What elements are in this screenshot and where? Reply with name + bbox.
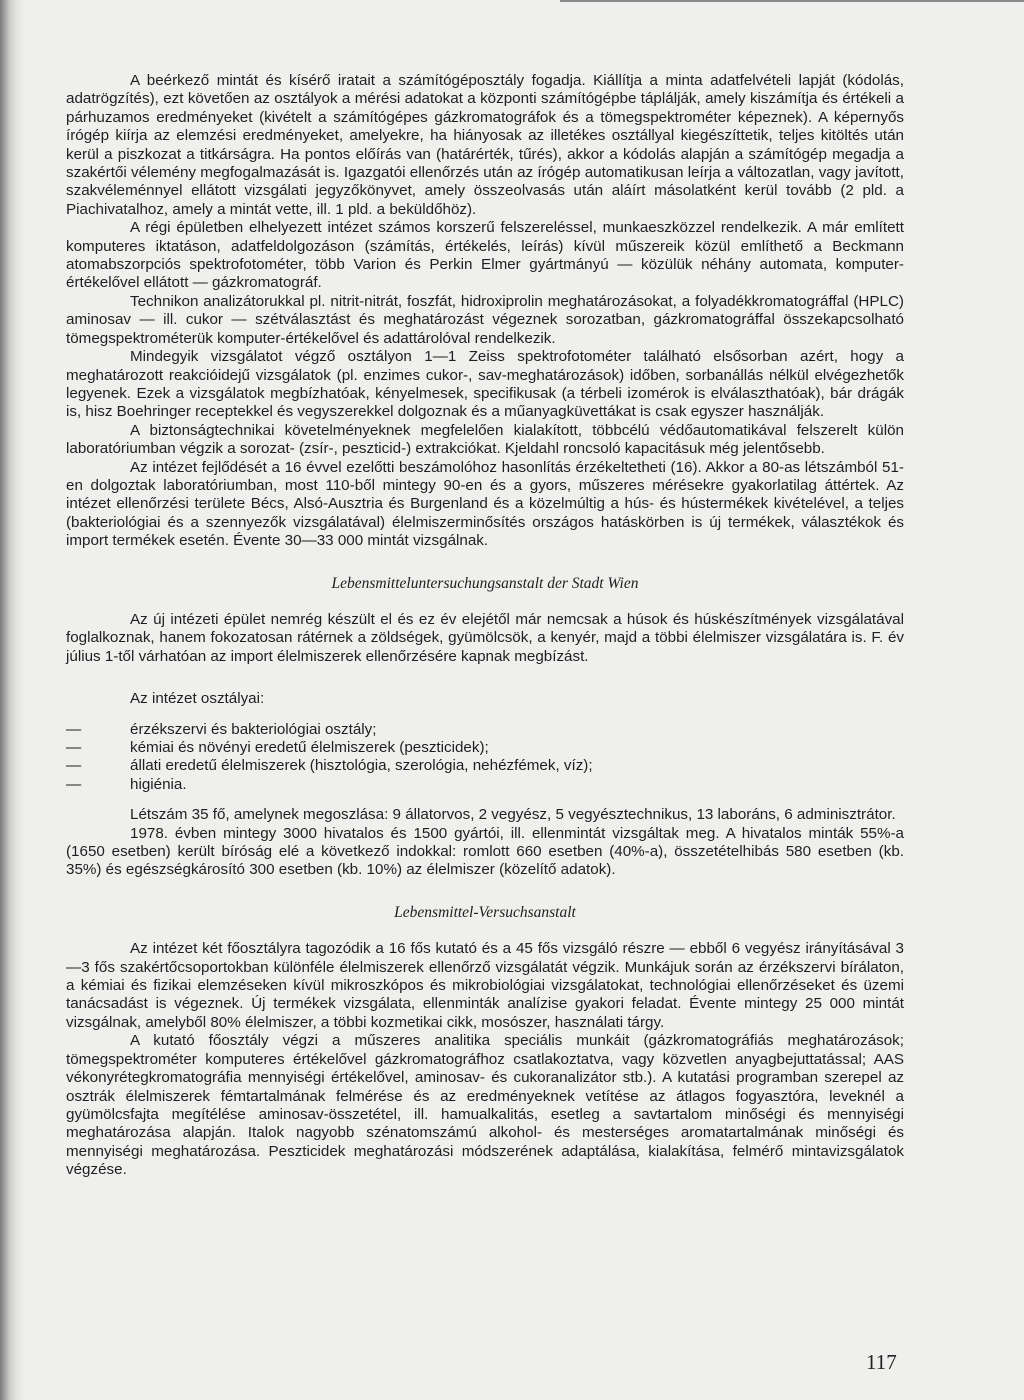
book-spine-shadow — [0, 0, 24, 1400]
list-item — [66, 776, 904, 794]
paragraph-vienna-2: Létszám 35 fő, amelynek megoszlása: 9 állatorvos, 2 vegyész, 5 vegyésztechnikus, 13 laboráns, 6 adminisztrátor. — [130, 806, 896, 824]
list-dash: — — [66, 720, 82, 738]
list-item — [66, 757, 904, 775]
section-heading-vienna: Lebensmitteluntersuchungsanstalt der Stadt Wien — [331, 574, 639, 592]
section-heading-versuchsanstalt: Lebensmittel-Versuchsanstalt — [394, 903, 576, 921]
spacer — [66, 880, 904, 904]
list-dash: — — [66, 775, 82, 793]
page-number: 117 — [866, 1350, 897, 1374]
page-edge-line — [560, 0, 1024, 2]
paragraph-versuch-1: Az intézet két főosztályra tagozódik a 16 fős kutató és a 45 fős vizsgáló részre — ebből 6 vegyész irányításával 3—3 fős szakértőcsoportokban különféle élelmiszerek ellenőrző vizsgálatát végzik. Munkájuk során az érzékszervi bírálaton, a kémiai és fizikai elemzéseken kívül mikroszkópos és mikrobiológiai vizsgálatokat, technológiai ellenőrzéseket és üzemi tanácsadást is végeznek. Új termékek vizsgálata, ellenminták analízise gyakori feladat. Évente mintegy 25 000 mintát vizsgálnak, amelyből 80% élelmiszer, a többi kozmetikai cikk, mosószer, használati tárgy. — [66, 940, 904, 1031]
paragraph-intro-1: A beérkező mintát és kísérő iratait a számítógéposztály fogadja. Kiállítja a minta adatfelvételi lapját (kódolás, adatrögzítés), ezt követően az osztályok a mérési adatokat a központi számítógépbe táplálják, amely kiszámítja és értékeli a párhuzamos eredményeket (kivételt a számítógépes gázkromatográfok és a tömegspektrométer képeznek). A képernyős írógép kiírja az elemzési eredményeket, amelyekre, ha hiányosak az illetékes osztállyal kiegészíttetik, teljes kitöltés után kerül a piszkozat a titkárságra. Ha pontos előírás van (határérték, tűrés), akkor a kódolás alapján a számítógép megadja a szakértői vélemény megfogalmazását is. Igazgatói ellenőrzés után az írógép automatikusan leírja a változatlan, vagy javított, szakvéleménnyel ellátott vizsgálati jegyzőkönyvet, amely összeolvasás után aláírt másolatként kerül tovább (2 pld. a Piachivatalhoz, amely a mintát vette, ill. 1 pld. a beküldőhöz). — [66, 72, 904, 218]
list-dash: — — [66, 757, 82, 775]
spacer — [66, 922, 904, 940]
list-dash: — — [66, 739, 82, 756]
paragraph-intro-6: Az intézet fejlődését a 16 évvel ezelőtti beszámolóhoz hasonlítás érzékeltetheti (16). Akkor a 80-as létszámból 51-en dolgoztak laboratóriumban, most 110-ből mintegy 90-en és a gyors, műszeres mérésekre gyakorlatilag áttértek. Az intézet ellenőrzési területe Bécs, Alsó-Ausztria és Burgenland és a közelmúltig a hús- és hústermékek kivételével, a teljes (bakteriológiai és a szennyezők vizsgálatával) élelmiszerminősítés országos hatáskörben is új termékek, választékok és import termékek esetén. Évente 30—33 000 mintát vizsgálnak. — [66, 458, 904, 550]
spacer — [66, 709, 904, 721]
paragraph-intro-2: A régi épületben elhelyezett intézet számos korszerű felszereléssel, munkaeszközzel rendelkezik. A már említett komputeres iktatáson, adatfeldolgozáson (számítás, értékelés, leírás) kívül műszereik közül említhető a Beckmann atomabszorpciós spektrofotométer, több Varion és Perkin Elmer gyártmányú — közülük néhány automata, komputer-értékelővel ellátott — gázkromatográf. — [66, 219, 904, 292]
list-item-text: kémiai és növényi eredetű élelmiszerek (peszticidek); — [130, 739, 489, 756]
paragraph-intro-3: Technikon analizátorukkal pl. nitrit-nitrát, foszfát, hidroxiprolin meghatározásokat, a folyadékkromatográffal (HPLC) aminosav — ill. cukor — szétválasztást és meghatározást végeznek sorozatban, gázkromatográffal összekapcsolható tömegspektrométerük komputer-értékelővel és adattárolóval rendelkezik. — [66, 292, 904, 347]
list-item-text: higiénia. — [130, 775, 187, 793]
paragraph-intro-5: A biztonságtechnikai követelményeknek megfelelően kialakított, többcélú védőautomatikával felszerelt külön laboratóriumban végzik a sorozat- (zsír-, peszticid-) extrakciókat. Kjeldahl roncsoló kapacitásuk még jelentősebb. — [66, 421, 904, 458]
list-item — [66, 721, 904, 739]
list-item-text: érzékszervi és bakteriológiai osztály; — [130, 720, 377, 738]
paragraph-vienna-3: 1978. évben mintegy 3000 hivatalos és 1500 gyártói, ill. ellenmintát vizsgáltak meg. A hivatalos minták 55%-a (1650 esetben) került bíróság elé a következő indokkal: romlott 660 esetben (40%-a), összetételhibás 580 esetben (kb. 35%) és egészségkárosító 300 esetben (kb. 10%) az élelmiszer (közelítő adatok). — [66, 824, 904, 879]
departments-list — [66, 721, 904, 795]
departments-intro: Az intézet osztályai: — [130, 690, 265, 708]
list-item — [66, 739, 904, 757]
paragraph-vienna-1: Az új intézeti épület nemrég készült el és ez év elejétől már nemcsak a húsok és húskészítmények vizsgálatával foglalkoznak, hanem fokozatosan rátérnek a zöldségek, gyümölcsök, a kenyér, majd a többi élelmiszer vizsgálatára is. F. év július 1-től várhatóan az import élelmiszerek ellenőrzésére kapnak megbízást. — [66, 610, 904, 665]
spacer — [66, 666, 904, 690]
page-body — [66, 72, 904, 1180]
list-item-text: állati eredetű élelmiszerek (hisztológia, szerológia, nehézfémek, víz); — [130, 757, 593, 775]
paragraph-versuch-2: A kutató főosztály végzi a műszeres analitika speciális munkáit (gázkromatográfiás meghatározások; tömegspektrométer komputeres értékelővel gázkromatográfhoz csatlakoztatva, vagy közvetlen anyagbejuttatással; AAS vékonyrétegkromatográfia mennyiségi értékelővel, aminosav- és cukoranalizátor stb.). A kutatási programban szerepel az osztrák élelmiszerek fémtartalmának felmérése és az eredményeknek vetítése az átlagos fogyasztóra, leveknél a gyümölcsfajta megítélése aminosav-összetétel, ill. hamualkalitás, esetleg a savtartalom minőségi és mennyiségi meghatározása alapján. Italok nagyobb szénatomszámú alkohol- és mesterséges aromatartalmának minőségi és mennyiségi meghatározása. Peszticidek meghatározási módszerének adaptálása, kialakítása, felmérő mintavizsgálatok végzése. — [66, 1032, 904, 1179]
spacer — [66, 593, 904, 611]
paragraph-intro-4: Mindegyik vizsgálatot végző osztályon 1—1 Zeiss spektrofotométer található elsősorban azért, hogy a meghatározott reakcióidejű vizsgálatok (pl. enzimes cukor-, sav-meghatározások) időben, sorbanállás nélkül elvégezhetők legyenek. Ezek a vizsgálatok megbízhatóak, kényelmesek, specifikusak (a térbeli izomérok is elválaszthatóak), bár drágák is, hisz Boehringer receptekkel és vegyszerekkel dolgoznak és a műanyagküvettákat is csak egyszer használják. — [66, 348, 904, 421]
spacer — [66, 551, 904, 575]
spacer — [66, 794, 904, 806]
